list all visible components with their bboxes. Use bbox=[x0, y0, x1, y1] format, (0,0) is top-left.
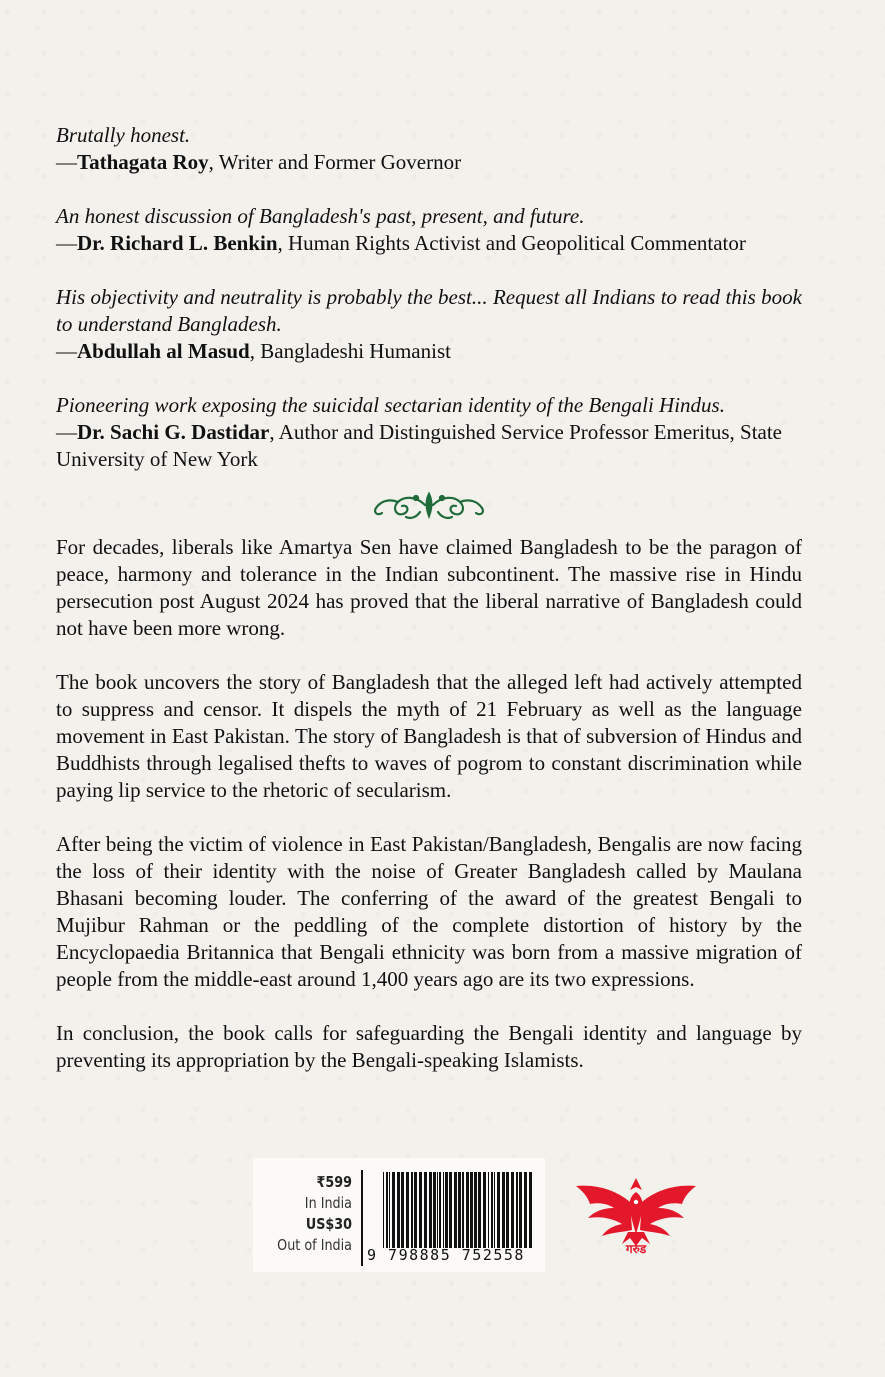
barcode-bar bbox=[443, 1172, 444, 1248]
quote-text: An honest discussion of Bangladesh's past, present, and future. bbox=[56, 204, 585, 228]
description-paragraph-1: For decades, liberals like Amartya Sen have claimed Bangladesh to be the paragon of peace, harmony and tolerance in the Indian subcontinent. The massive rise in Hindu persecution post August 2024 has proved that the liberal narrative of Bangladesh could not have been more wrong. bbox=[56, 535, 802, 640]
barcode-bar bbox=[392, 1172, 395, 1248]
barcode-bar bbox=[462, 1172, 464, 1248]
barcode-bar bbox=[466, 1172, 469, 1248]
barcode-bar bbox=[529, 1172, 532, 1248]
publisher-name: गरुड bbox=[625, 1242, 647, 1256]
barcode-bar bbox=[419, 1172, 422, 1248]
quote-role: , Bangladeshi Humanist bbox=[249, 339, 451, 363]
isbn-barcode bbox=[383, 1172, 535, 1248]
description-paragraph-2: The book uncovers the story of Bangladesh that the alleged left had actively attempted to suppress and censor. It dispels the myth of 21 February as well as the language movement in East Pakistan. The story of Bangladesh is that of subversion of Hindus and Buddhists through legalised thefts to waves of pogrom to constant discrimination while paying lip service to the rhetoric of secularism. bbox=[56, 670, 802, 802]
back-cover-text bbox=[56, 122, 802, 1101]
barcode-bar bbox=[401, 1172, 404, 1248]
price-india-label: In India bbox=[304, 1194, 352, 1212]
quote-attribution: —Dr. Richard L. Benkin, Human Rights Activist and Geopolitical Commentator bbox=[56, 231, 746, 255]
price-international: US$30 bbox=[305, 1215, 352, 1233]
quote-role: , Writer and Former Governor bbox=[208, 150, 462, 174]
barcode-bar bbox=[389, 1172, 390, 1248]
price-barcode-panel bbox=[253, 1158, 545, 1272]
barcode-bar bbox=[397, 1172, 400, 1248]
barcode-bar bbox=[516, 1172, 518, 1248]
barcode-bar bbox=[519, 1172, 522, 1248]
barcode-bar bbox=[511, 1172, 514, 1248]
barcode-bar bbox=[445, 1172, 448, 1248]
quote-role: , Human Rights Activist and Geopolitical Commentator bbox=[277, 231, 746, 255]
price-block bbox=[268, 1172, 352, 1256]
description-paragraph-4: In conclusion, the book calls for safeguarding the Bengali identity and language by preventing its appropriation by the Bengali-speaking Islamists. bbox=[56, 1021, 802, 1072]
price-divider bbox=[361, 1170, 363, 1266]
barcode-bar bbox=[411, 1172, 413, 1248]
barcode-bar bbox=[502, 1172, 505, 1248]
barcode-bar bbox=[488, 1172, 489, 1248]
barcode-bar bbox=[470, 1172, 473, 1248]
floral-ornament-icon bbox=[370, 488, 488, 522]
price-india: ₹599 bbox=[316, 1173, 352, 1191]
quote-4 bbox=[56, 392, 802, 473]
barcode-bar bbox=[491, 1172, 493, 1248]
barcode-bar bbox=[524, 1172, 527, 1248]
barcode-bar bbox=[506, 1172, 509, 1248]
quote-3 bbox=[56, 284, 802, 365]
quote-attribution: —Tathagata Roy, Writer and Former Governor bbox=[56, 150, 462, 174]
barcode-bar bbox=[383, 1172, 384, 1248]
barcode-bar bbox=[494, 1172, 495, 1248]
quote-author: Dr. Richard L. Benkin bbox=[77, 231, 278, 255]
isbn-digits: 9 798885 752558 bbox=[367, 1246, 525, 1264]
barcode-bar bbox=[406, 1172, 409, 1248]
barcode-bar bbox=[497, 1172, 500, 1248]
barcode-bar bbox=[439, 1172, 441, 1248]
barcode-bar bbox=[454, 1172, 457, 1248]
price-international-label: Out of India bbox=[277, 1236, 352, 1254]
quote-text: His objectivity and neutrality is probably the best... Request all Indians to read this book to understand Bangladesh. bbox=[56, 285, 802, 336]
quote-2 bbox=[56, 203, 802, 257]
quote-role: , Author and Distinguished Service Professor Emeritus, State University of New York bbox=[56, 420, 783, 471]
barcode-bar bbox=[458, 1172, 461, 1248]
barcode-bar bbox=[424, 1172, 427, 1248]
description-paragraph-3: After being the victim of violence in East Pakistan/Bangladesh, Bengalis are now facing the loss of their identity with the noise of Greater Bangladesh called by Maulana Bhasani becoming louder. The conferring of the award of the greatest Bengali to Mujibur Rahman or the peddling of the complete distortion of history by the Encyclopaedia Britannica that Bengali ethnicity was born from a massive migration of people from the middle-east around 1,400 years ago are its two expressions. bbox=[56, 832, 802, 991]
barcode-bar bbox=[414, 1172, 417, 1248]
barcode-bar bbox=[474, 1172, 477, 1248]
barcode-bar bbox=[478, 1172, 481, 1248]
quote-text: Brutally honest. bbox=[56, 123, 191, 147]
quote-text: Pioneering work exposing the suicidal sectarian identity of the Bengali Hindus. bbox=[56, 393, 725, 417]
quote-author: Tathagata Roy bbox=[77, 150, 209, 174]
barcode-bar bbox=[449, 1172, 452, 1248]
quote-author: Abdullah al Masud bbox=[77, 339, 250, 363]
barcode-bar bbox=[386, 1172, 388, 1248]
barcode-bar bbox=[429, 1172, 432, 1248]
barcode-bar bbox=[483, 1172, 486, 1248]
quote-1 bbox=[56, 122, 802, 176]
quote-attribution: —Dr. Sachi G. Dastidar, Author and Distinguished Service Professor Emeritus, State University of New York bbox=[56, 420, 783, 471]
quote-author: Dr. Sachi G. Dastidar bbox=[77, 420, 270, 444]
quote-attribution: —Abdullah al Masud, Bangladeshi Humanist bbox=[56, 339, 451, 363]
barcode-bar bbox=[437, 1172, 438, 1248]
barcode-bar bbox=[433, 1172, 436, 1248]
